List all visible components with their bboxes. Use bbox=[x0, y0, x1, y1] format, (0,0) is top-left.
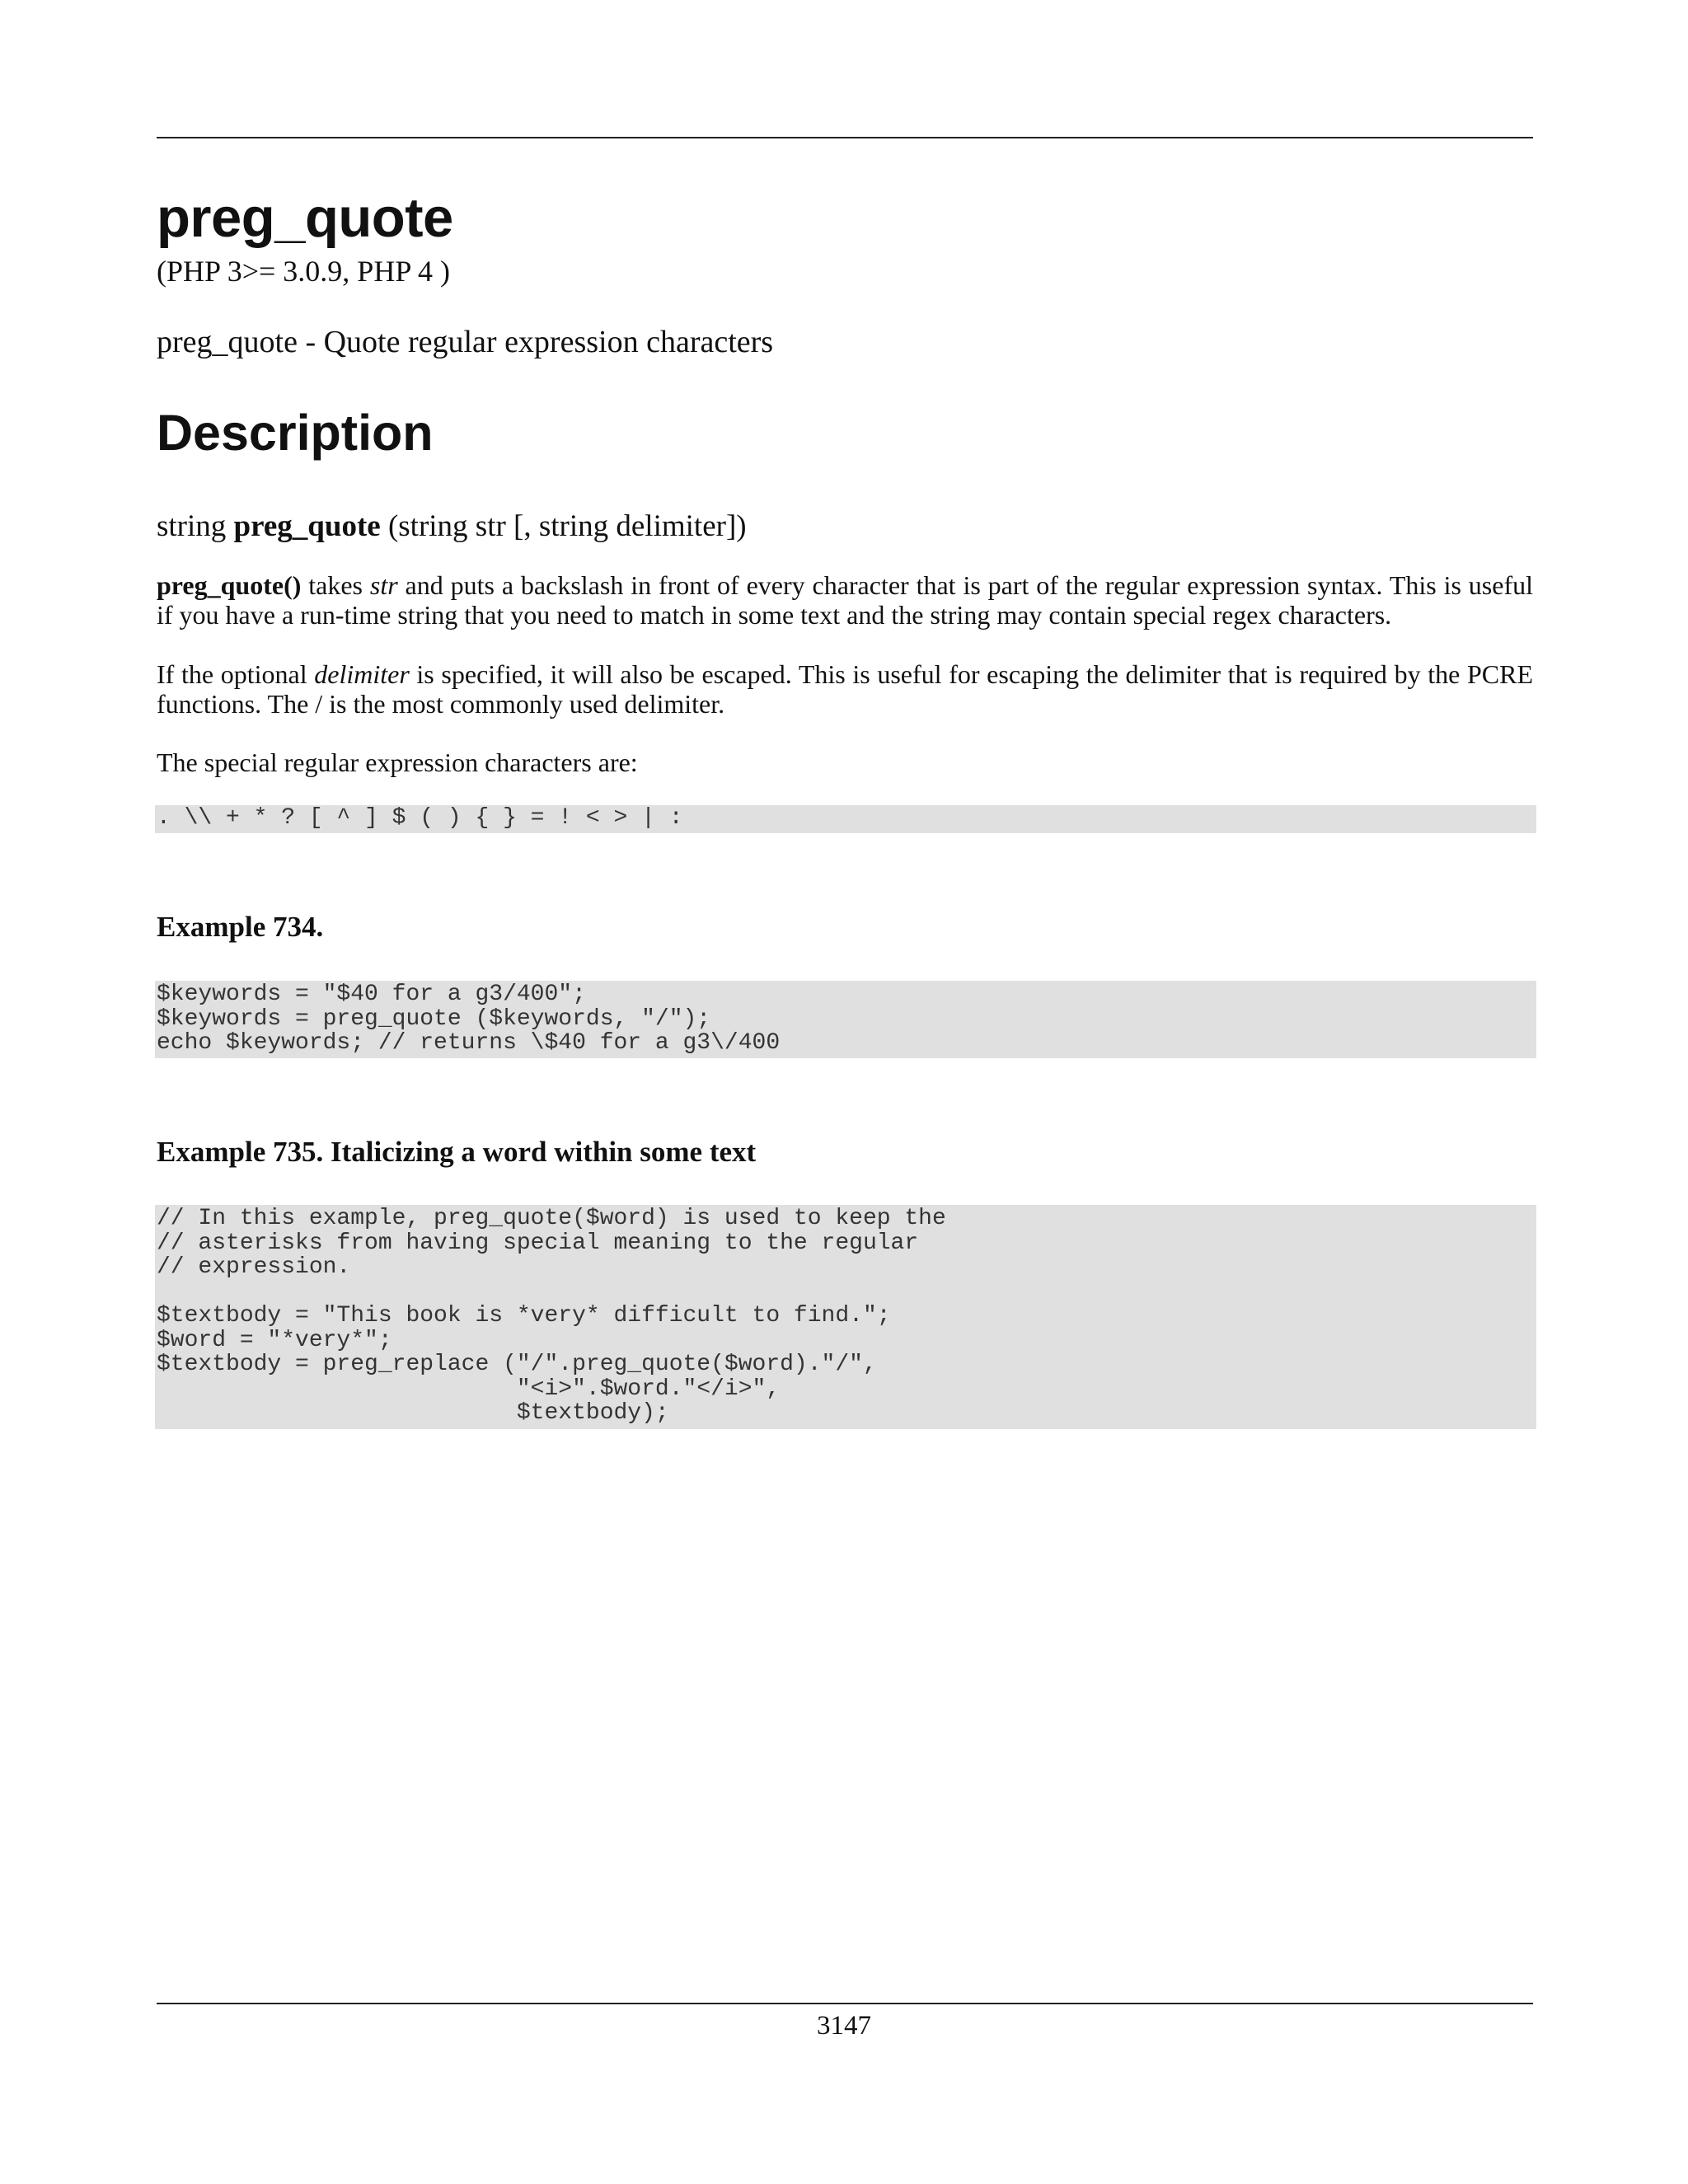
page-number: 3147 bbox=[817, 2011, 871, 2041]
example-734-code: $keywords = "$40 for a g3/400"; $keywords = preg_quote ($keywords, "/"); echo $keywords; // returns \$40 for a g3\/400 bbox=[155, 981, 1536, 1058]
synopsis-params: (string str [, string delimiter]) bbox=[387, 509, 747, 543]
description-heading: Description bbox=[157, 405, 434, 461]
description-paragraph-1 bbox=[157, 570, 1533, 630]
para1-text-2: and puts a backslash in front of every character that is part of the regular expression syntax. This is useful if you have a run-time string that you need to match in some text and the string may contain special regex characters. bbox=[157, 570, 1534, 630]
para2-param-ref: delimiter bbox=[314, 659, 410, 689]
example-735-code: // In this example, preg_quote($word) is used to keep the // asterisks from having special meaning to the regular // expression. $textbody = "This book is *very* difficult to find."; $word = "*very*"; $textbody = preg_replace ("/".preg_quote($word)."/", "<i>".$word."</i>", $textbody); bbox=[155, 1205, 1536, 1429]
para1-function-ref: preg_quote() bbox=[157, 570, 302, 600]
para2-text-2: is specified, it will also be escaped. This is useful for escaping the delimiter that is required by the PCRE functions. The / is the most commonly used delimiter. bbox=[157, 659, 1534, 719]
top-rule bbox=[157, 137, 1533, 138]
function-synopsis bbox=[157, 509, 747, 544]
description-paragraph-2 bbox=[157, 659, 1533, 719]
synopsis-return-type: string bbox=[157, 509, 227, 543]
para1-text-1: takes bbox=[301, 570, 370, 600]
refname-line: preg_quote - Quote regular expression characters bbox=[157, 325, 774, 359]
special-chars-code: . \\ + * ? [ ^ ] $ ( ) { } = ! < > | : bbox=[155, 805, 1536, 833]
example-734-title: Example 734. bbox=[157, 911, 324, 943]
synopsis-function-name: preg_quote bbox=[233, 509, 381, 543]
example-735-title: Example 735. Italicizing a word within some text bbox=[157, 1136, 757, 1168]
para2-text-1: If the optional bbox=[157, 659, 315, 689]
description-paragraph-3: The special regular expression characters are: bbox=[157, 748, 638, 777]
version-info: (PHP 3>= 3.0.9, PHP 4 ) bbox=[157, 255, 450, 288]
bottom-rule bbox=[157, 2003, 1533, 2004]
page-title: preg_quote bbox=[157, 187, 453, 249]
para1-param-ref: str bbox=[369, 570, 398, 600]
